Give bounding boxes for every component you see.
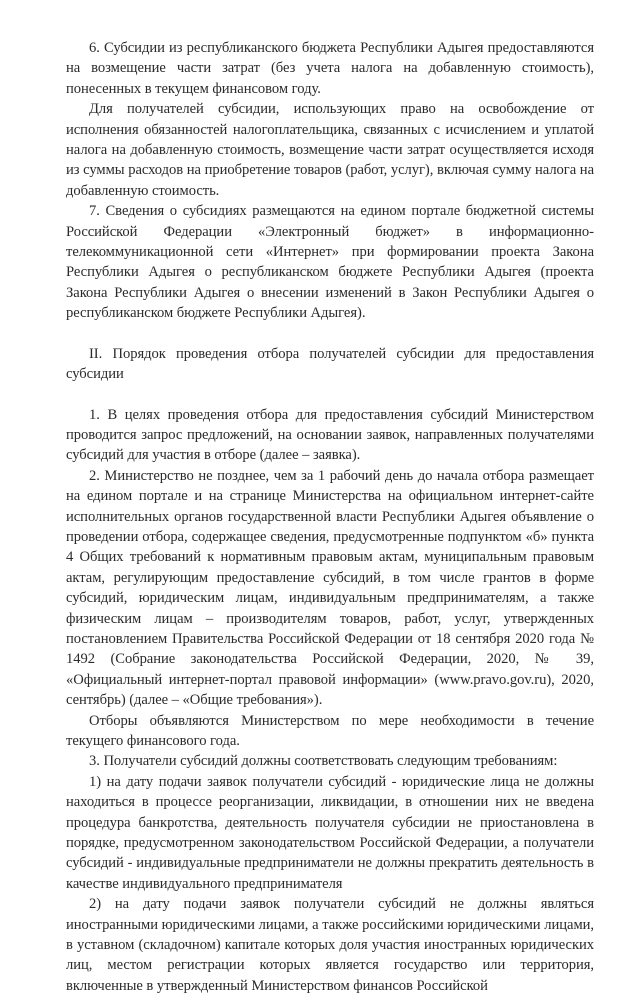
- paragraph-1-selection: 1. В целях проведения отбора для предоставления субсидий Министерством проводится запрос предложений, на основании заявок, направленных получателями субсидий для участия в отборе (далее – заявка).: [66, 406, 594, 464]
- requirement-2-foreign-entities: 2) на дату подачи заявок получатели субсидий не должны являться иностранными юридическими лицами, а также российскими юридическими лицами, в уставном (складочном) капитале которых доля участия иностранных юридических лиц, местом регистрации которых является государство или территория, включенные в утвержденный Министерством финансов Российской: [66, 896, 594, 994]
- paragraph-2-announcement: 2. Министерство не позднее, чем за 1 рабочий день до начала отбора размещает на едином портале и на странице Министерства на официальном интернет-сайте исполнительных органов государственной власти Республики Адыгея объявление о проведении отбора, содержащее сведения, предусмотренные подпунктом «б» пункта 4 Общих требований к нормативным правовым актам, муниципальным правовым актам, регулирующим предоставление субсидий, в том числе грантов в форме субсидий, юридическим лицам, индивидуальным предпринимателям, а также физическим лицам – производителям товаров, работ, услуг, утвержденных постановлением Правительства Российской Федерации от 18 сентября 2020 года № 1492 (Собрание законодательства Российской Федерации, 2020, № 39, «Официальный интернет-портал правовой информации» (www.pravo.gov.ru), 2020, сентябрь) (далее – «Общие требования»).: [66, 467, 594, 709]
- section-heading-2: II. Порядок проведения отбора получателей субсидии для предоставления субсидии: [66, 345, 594, 383]
- paragraph-3-requirements: 3. Получатели субсидий должны соответствовать следующим требованиям:: [89, 753, 558, 770]
- paragraph-selection-schedule: Отборы объявляются Министерством по мере необходимости в течение текущего финансового года.: [66, 712, 594, 749]
- paragraph-7-information: 7. Сведения о субсидиях размещаются на едином портале бюджетной системы Российской Федерации «Электронный бюджет» в информационно-телекоммуникационной сети «Интернет» при формировании проекта Закона Республики Адыгея о республиканском бюджете Республики Адыгея (проекта Закона Республики Адыгея о внесении изменений в Закон Республики Адыгея о республиканском бюджете Республики Адыгея).: [66, 203, 594, 322]
- paragraph-6-subsidies: 6. Субсидии из республиканского бюджета Республики Адыгея предоставляются на возмещение части затрат (без учета налога на добавленную стоимость), понесенных в текущем финансовом году.: [66, 40, 594, 97]
- paragraph-vat-exemption: Для получателей субсидии, использующих право на освобождение от исполнения обязанностей налогоплательщика, связанных с исчислением и уплатой налога на добавленную стоимость, возмещение части затрат осуществляется исходя из суммы расходов на приобретение товаров (работ, услуг), включая сумму налога на добавленную стоимость.: [66, 101, 594, 199]
- requirement-1-reorganization: 1) на дату подачи заявок получатели субсидий - юридические лица не должны находиться в процессе реорганизации, ликвидации, в отношении них не введена процедура банкротства, деятельность получателя субсидии не приостановлена в порядке, предусмотренном законодательством Российской Федерации, а получатели субсидий - индивидуальные предприниматели не должны прекратить деятельность в качестве индивидуального предпринимателя: [66, 773, 594, 892]
